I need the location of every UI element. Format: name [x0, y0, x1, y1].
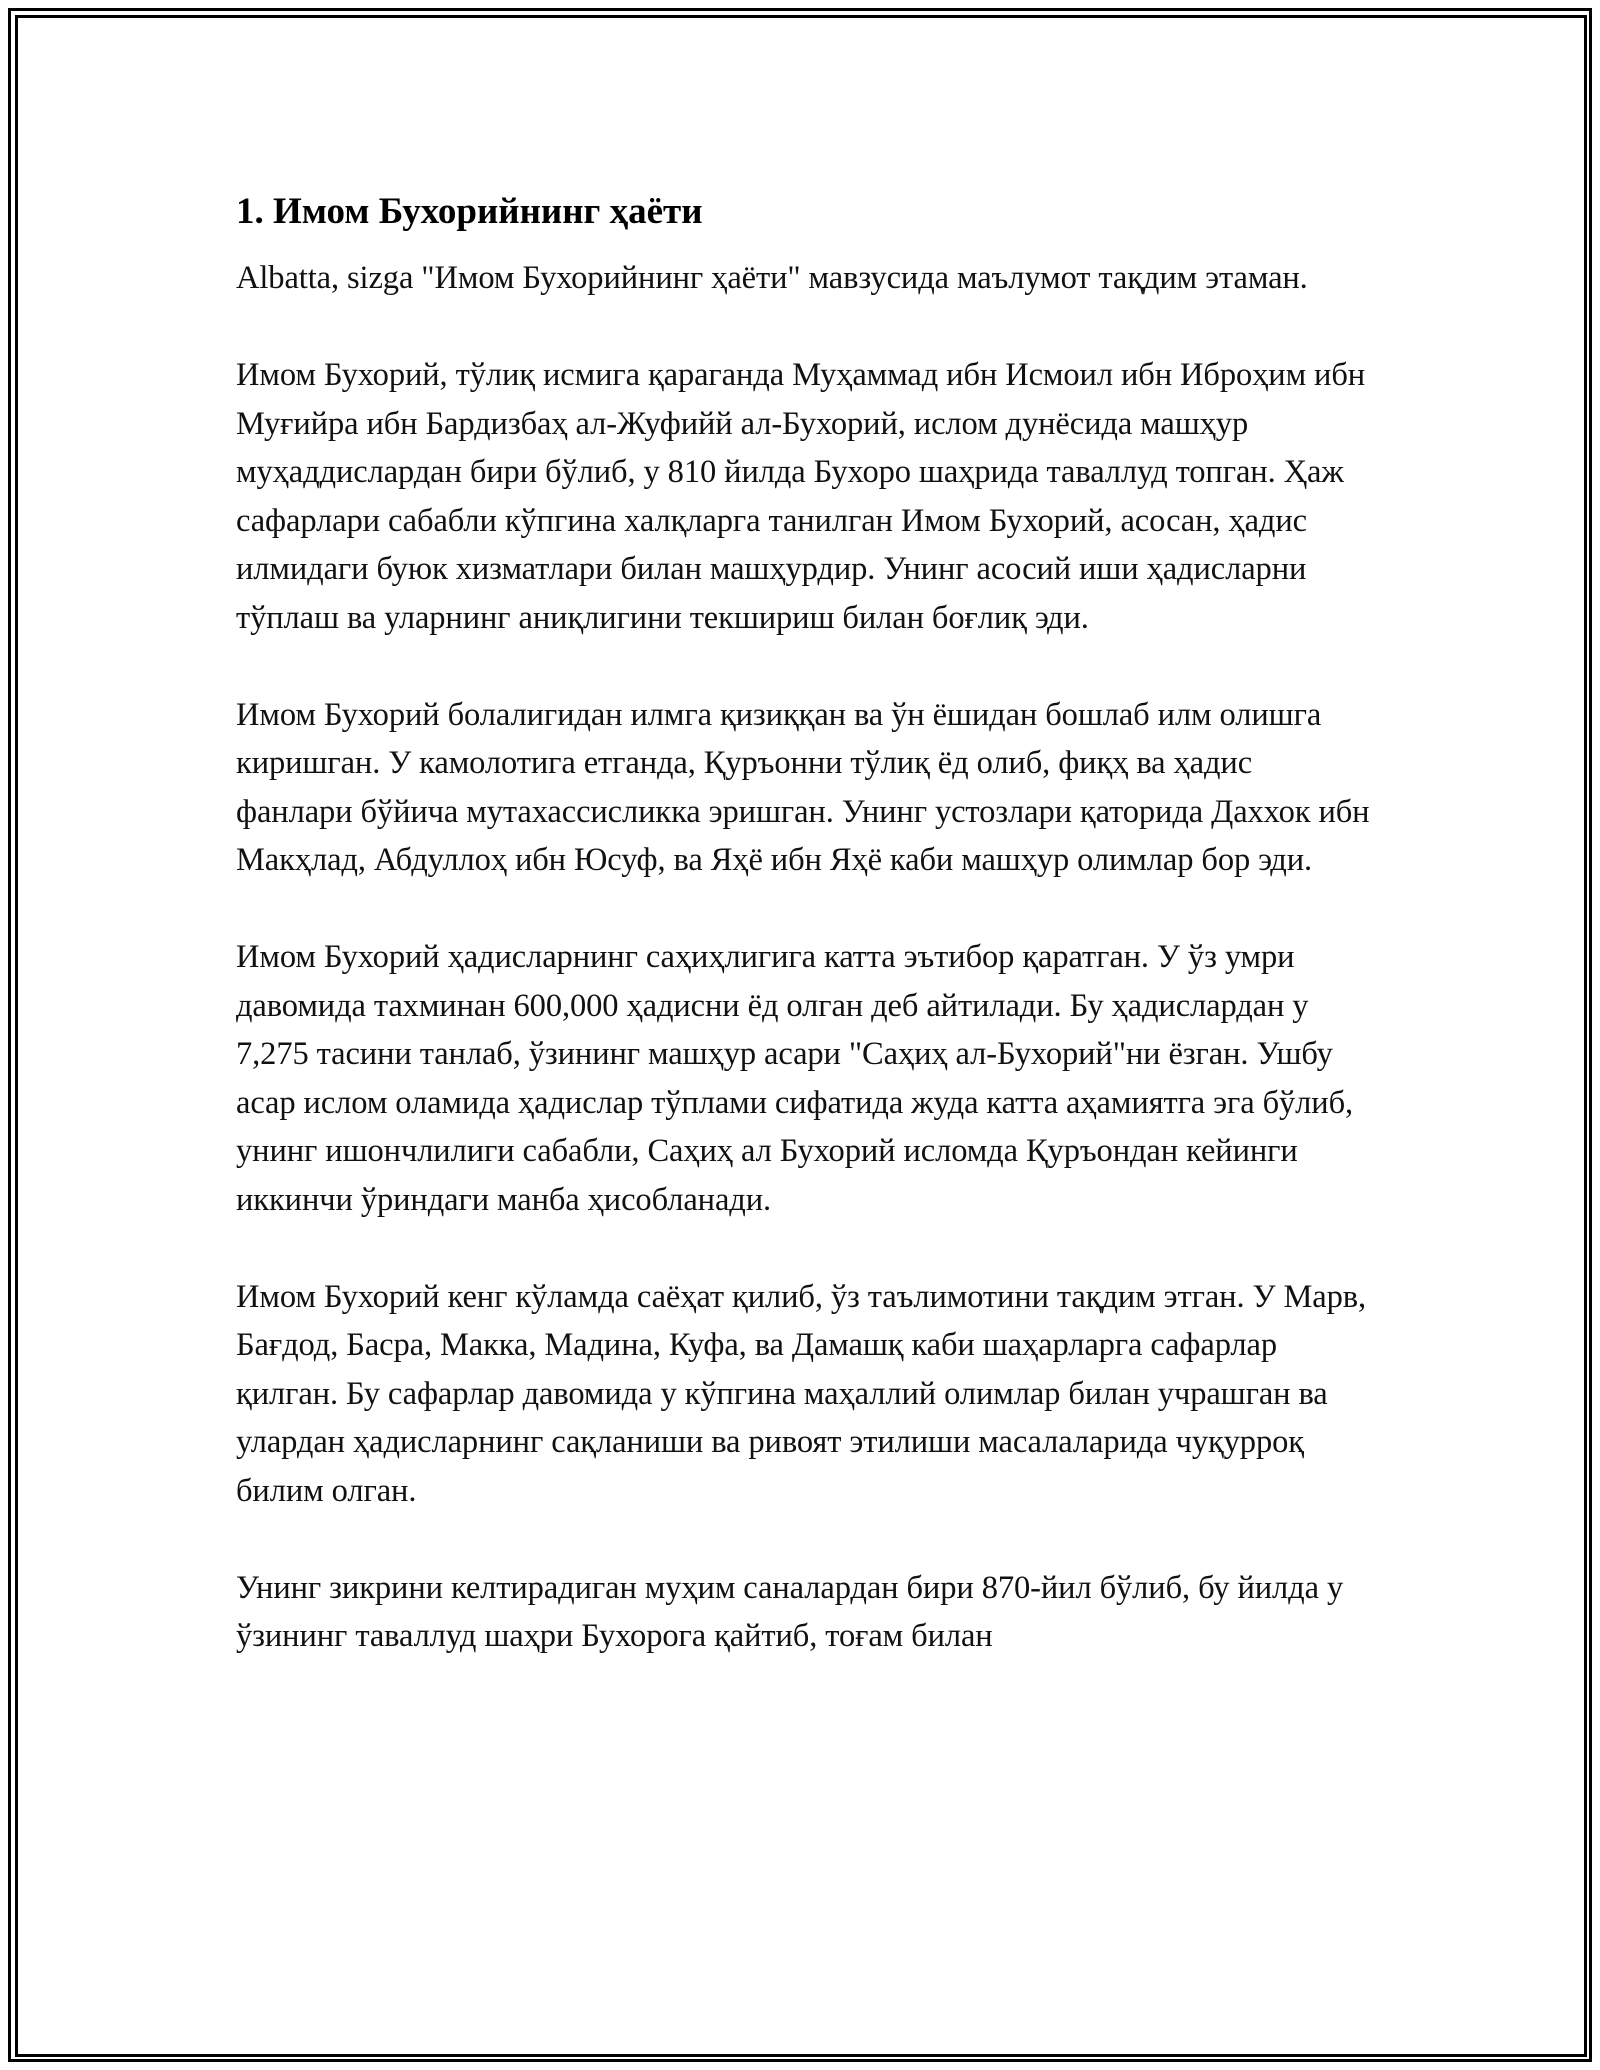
paragraph-hadith-collection: Имом Бухорий ҳадисларнинг саҳиҳлигига катта эътибор қаратган. У ўз умри давомида тахминан 600,000 ҳадисни ёд олган деб айтилади. Бу ҳадислардан у 7,275 тасини танлаб, ўзининг машҳур асари "Саҳиҳ ал-Бухорий"ни ёзган. Ушбу асар ислом оламида ҳадислар тўплами сифатида жуда катта аҳамиятга эга бўлиб, унинг ишончлилиги сабабли, Саҳиҳ ал Бухорий исломда Қуръондан кейинги иккинчи ўриндаги манба ҳисобланади.: [236, 939, 1354, 1218]
paragraph-travels: Имом Бухорий кенг кўламда саёҳат қилиб, ўз таълимотини тақдим этган. У Марв, Бағдод, Басра, Макка, Мадина, Куфа, ва Дамашқ каби шаҳарларга сафарлар қилган. Бу сафарлар давомида у кўпгина маҳаллий олимлар билан учрашган ва улардан ҳадисларнинг сақланиши ва ривоят этилиши масалаларида чуқурроқ билим олган.: [236, 1278, 1366, 1509]
document-body: [236, 188, 1376, 1709]
paragraph-education: Имом Бухорий болалигидан илмга қизиққан ва ўн ёшидан бошлаб илм олишга киришган. У камолотига етганда, Қуръонни тўлиқ ёд олиб, фиқҳ ва ҳадис фанлари бўйича мутахассисликка эришган. Унинг устозлари қаторида Даххок ибн Макҳлад, Абдуллоҳ ибн Юсуф, ва Яҳё ибн Яҳё каби машҳур олимлар бор эди.: [236, 696, 1370, 878]
section-heading: 1. Имом Бухорийнинг ҳаёти: [236, 191, 703, 232]
paragraph-biography: Имом Бухорий, тўлиқ исмига қараганда Муҳаммад ибн Исмоил ибн Иброҳим ибн Муғийра ибн Бардизбаҳ ал-Жуфийй ал-Бухорий, ислом дунёсида машҳур муҳаддислардан бири бўлиб, у 810 йилда Бухоро шаҳрида таваллуд топган. Ҳаж сафарлари сабабли кўпгина халқларга танилган Имом Бухорий, асосан, ҳадис илмидаги буюк хизматлари билан машҳурдир. Унинг асосий иши ҳадисларни тўплаш ва уларнинг аниқлигини текшириш билан боғлиқ эди.: [236, 357, 1366, 636]
paragraph-intro: Albatta, sizga "Имом Бухорийнинг ҳаёти" мавзусида маълумот тақдим этаман.: [236, 260, 1308, 296]
paragraph-later-life: Унинг зикрини келтирадиган муҳим саналардан бири 870-йил бўлиб, бу йилда у ўзининг таваллуд шаҳри Бухорога қайтиб, тоғам билан: [236, 1569, 1344, 1654]
